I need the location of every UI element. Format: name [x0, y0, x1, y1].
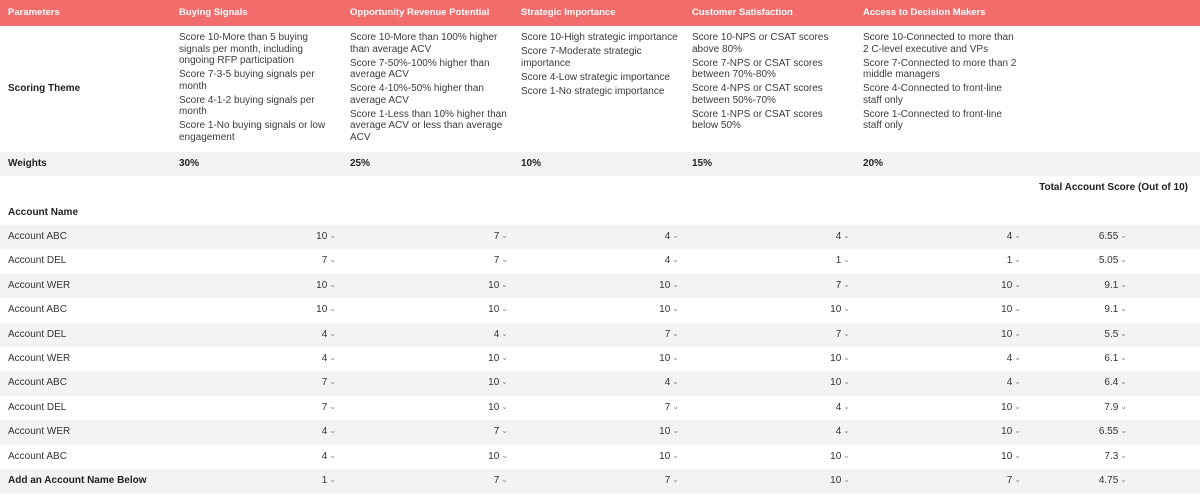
account-name[interactable]: Account WER: [8, 426, 71, 438]
add-account-label[interactable]: Add an Account Name Below: [8, 475, 147, 486]
chevron-down-icon[interactable]: ⌄: [329, 353, 336, 362]
weights-label: Weights: [8, 158, 47, 169]
account-name[interactable]: Account WER: [8, 353, 71, 364]
header-access-decision-makers: Access to Decision Makers: [863, 7, 986, 18]
score-dropdown[interactable]: [901, 347, 1021, 371]
score-value: 4: [835, 401, 842, 413]
chevron-down-icon[interactable]: ⌄: [501, 475, 508, 484]
score-dropdown[interactable]: [901, 396, 1021, 420]
score-dropdown[interactable]: [901, 323, 1021, 347]
account-name[interactable]: Account DEL: [8, 401, 67, 413]
score-value: 1: [1006, 255, 1013, 267]
account-name[interactable]: Account ABC: [8, 304, 67, 316]
total-score-value: 6.55: [1098, 426, 1119, 438]
account-name[interactable]: Account ABC: [8, 231, 67, 242]
score-dropdown[interactable]: [388, 298, 508, 322]
chevron-down-icon[interactable]: ⌄: [672, 328, 679, 338]
chevron-down-icon[interactable]: ⌄: [1120, 401, 1127, 411]
score-dropdown[interactable]: [901, 249, 1021, 273]
score-value: 10: [488, 377, 500, 389]
chevron-down-icon[interactable]: ⌄: [843, 255, 850, 265]
total-score-dropdown[interactable]: [1007, 298, 1127, 322]
theme-text: Score 4-Connected to front-line staff only: [863, 83, 1002, 106]
chevron-down-icon[interactable]: ⌄: [1120, 377, 1127, 387]
score-dropdown[interactable]: [730, 225, 850, 249]
theme-access-decision-makers: [855, 32, 1026, 134]
score-value: 10: [659, 426, 671, 438]
total-score-value: 6.4: [1104, 377, 1119, 389]
score-value: 4: [664, 377, 671, 389]
theme-text: Score 4-Low strategic importance: [521, 71, 670, 83]
score-value: 10: [1001, 450, 1013, 462]
chevron-down-icon[interactable]: ⌄: [843, 231, 850, 240]
chevron-down-icon[interactable]: ⌄: [329, 475, 336, 484]
total-score-value: 4.75: [1098, 475, 1119, 486]
total-score-dropdown[interactable]: [1007, 249, 1127, 273]
score-dropdown[interactable]: [216, 347, 336, 371]
score-dropdown[interactable]: [388, 323, 508, 347]
chevron-down-icon[interactable]: ⌄: [1014, 426, 1021, 436]
score-value: 4: [321, 450, 328, 462]
total-score-dropdown[interactable]: [1007, 225, 1127, 249]
chevron-down-icon[interactable]: ⌄: [1120, 231, 1127, 240]
score-value: 10: [488, 401, 500, 413]
chevron-down-icon[interactable]: ⌄: [329, 231, 336, 240]
score-value: 10: [830, 304, 842, 316]
header-customer-satisfaction: Customer Satisfaction: [692, 7, 793, 18]
chevron-down-icon[interactable]: ⌄: [1014, 450, 1021, 460]
score-dropdown[interactable]: [901, 469, 1021, 493]
score-dropdown[interactable]: [388, 469, 508, 493]
chevron-down-icon[interactable]: ⌄: [501, 255, 508, 265]
chevron-down-icon[interactable]: ⌄: [843, 377, 850, 387]
theme-text: Score 10-Connected to more than 2 C-level executive and VPs: [863, 32, 1014, 55]
score-value: 4: [321, 353, 328, 364]
score-value: 7: [664, 401, 671, 413]
chevron-down-icon[interactable]: ⌄: [1014, 475, 1021, 484]
account-header-row: [0, 200, 1200, 226]
score-dropdown[interactable]: [388, 274, 508, 298]
chevron-down-icon[interactable]: ⌄: [1120, 426, 1127, 436]
score-dropdown[interactable]: [730, 420, 850, 444]
score-dropdown[interactable]: [388, 249, 508, 273]
score-dropdown[interactable]: [388, 445, 508, 469]
score-dropdown[interactable]: [559, 323, 679, 347]
table-row: [0, 445, 1200, 469]
weights-row: [0, 152, 1200, 176]
account-name[interactable]: Account DEL: [8, 328, 67, 340]
theme-buying-signals: [171, 32, 342, 146]
chevron-down-icon[interactable]: ⌄: [672, 475, 679, 484]
score-value: 1: [321, 475, 328, 486]
chevron-down-icon[interactable]: ⌄: [672, 279, 679, 289]
score-dropdown[interactable]: [559, 298, 679, 322]
chevron-down-icon[interactable]: ⌄: [501, 304, 508, 314]
theme-text: Score 10-More than 5 buying signals per month, including ongoing RFP participation: [179, 32, 308, 66]
score-dropdown[interactable]: [388, 396, 508, 420]
score-dropdown[interactable]: [730, 274, 850, 298]
theme-text: Score 1-No buying signals or low engagement: [179, 120, 326, 143]
score-dropdown[interactable]: [559, 396, 679, 420]
theme-text: Score 7-50%-100% higher than average ACV: [350, 57, 490, 80]
weight-opportunity-revenue[interactable]: 25%: [350, 158, 371, 169]
table-row: [0, 323, 1200, 347]
score-value: 7: [493, 475, 500, 486]
score-dropdown[interactable]: [901, 371, 1021, 395]
score-dropdown[interactable]: [730, 396, 850, 420]
score-value: 4: [1006, 231, 1013, 242]
theme-text: Score 10-NPS or CSAT scores above 80%: [692, 32, 829, 55]
chevron-down-icon[interactable]: ⌄: [843, 450, 850, 460]
total-score-header: Total Account Score (Out of 10): [1039, 182, 1188, 193]
score-value: 10: [488, 450, 500, 462]
chevron-down-icon[interactable]: ⌄: [329, 450, 336, 460]
chevron-down-icon[interactable]: ⌄: [501, 231, 508, 240]
chevron-down-icon[interactable]: ⌄: [1120, 450, 1127, 460]
chevron-down-icon[interactable]: ⌄: [672, 255, 679, 265]
score-value: 10: [830, 377, 842, 389]
theme-text: Score 7-Connected to more than 2 middle managers: [863, 57, 1017, 80]
chevron-down-icon[interactable]: ⌄: [1120, 255, 1127, 265]
account-name[interactable]: Account ABC: [8, 450, 67, 462]
theme-text: Score 7-Moderate strategic importance: [521, 46, 642, 69]
score-value: 4: [1006, 353, 1013, 364]
theme-text: Score 4-10%-50% higher than average ACV: [350, 83, 484, 106]
score-value: 4: [321, 426, 328, 438]
score-dropdown[interactable]: [559, 469, 679, 493]
chevron-down-icon[interactable]: ⌄: [1120, 304, 1127, 314]
total-score-dropdown[interactable]: [1007, 469, 1127, 493]
chevron-down-icon[interactable]: ⌄: [672, 426, 679, 436]
score-value: 10: [488, 304, 500, 316]
weight-strategic-importance[interactable]: 10%: [521, 158, 542, 169]
score-dropdown[interactable]: [730, 347, 850, 371]
score-dropdown[interactable]: [901, 420, 1021, 444]
table-row: [0, 396, 1200, 420]
header-row: [0, 0, 1200, 26]
chevron-down-icon[interactable]: ⌄: [1014, 255, 1021, 265]
table-row: [0, 225, 1200, 249]
total-score-dropdown[interactable]: [1007, 347, 1127, 371]
chevron-down-icon[interactable]: ⌄: [672, 377, 679, 387]
score-dropdown[interactable]: [216, 445, 336, 469]
scoring-theme-row: [0, 26, 1200, 150]
score-value: 10: [659, 304, 671, 316]
score-value: 4: [664, 255, 671, 267]
chevron-down-icon[interactable]: ⌄: [501, 279, 508, 289]
chevron-down-icon[interactable]: ⌄: [1014, 231, 1021, 240]
account-name[interactable]: Account WER: [8, 279, 71, 291]
score-value: 10: [659, 279, 671, 291]
chevron-down-icon[interactable]: ⌄: [843, 401, 850, 411]
chevron-down-icon[interactable]: ⌄: [1120, 328, 1127, 338]
score-value: 10: [1001, 401, 1013, 413]
score-dropdown[interactable]: [559, 445, 679, 469]
chevron-down-icon[interactable]: ⌄: [501, 450, 508, 460]
score-dropdown[interactable]: [559, 249, 679, 273]
weight-buying-signals[interactable]: 30%: [179, 158, 200, 169]
score-dropdown[interactable]: [901, 274, 1021, 298]
chevron-down-icon[interactable]: ⌄: [843, 304, 850, 314]
total-score-value: 7.3: [1104, 450, 1119, 462]
score-dropdown[interactable]: [730, 445, 850, 469]
add-account-row: [0, 469, 1200, 493]
score-dropdown[interactable]: [216, 323, 336, 347]
table-row: [0, 347, 1200, 371]
theme-strategic-importance: [513, 32, 684, 100]
score-value: 10: [316, 231, 328, 242]
score-value: 1: [835, 255, 842, 267]
chevron-down-icon[interactable]: ⌄: [501, 377, 508, 387]
chevron-down-icon[interactable]: ⌄: [672, 304, 679, 314]
score-dropdown[interactable]: [901, 445, 1021, 469]
table-row: [0, 420, 1200, 444]
theme-text: Score 7-3-5 buying signals per month: [179, 69, 315, 92]
total-score-dropdown[interactable]: [1007, 274, 1127, 298]
score-dropdown[interactable]: [730, 469, 850, 493]
chevron-down-icon[interactable]: ⌄: [843, 279, 850, 289]
chevron-down-icon[interactable]: ⌄: [501, 353, 508, 362]
theme-opportunity-revenue: [342, 32, 513, 146]
score-value: 7: [1006, 475, 1013, 486]
score-dropdown[interactable]: [216, 371, 336, 395]
score-dropdown[interactable]: [216, 249, 336, 273]
score-value: 10: [659, 353, 671, 364]
chevron-down-icon[interactable]: ⌄: [329, 377, 336, 387]
score-value: 10: [488, 353, 500, 364]
chevron-down-icon[interactable]: ⌄: [1014, 353, 1021, 362]
total-score-value: 9.1: [1104, 304, 1119, 316]
score-value: 7: [664, 475, 671, 486]
chevron-down-icon[interactable]: ⌄: [843, 328, 850, 338]
chevron-down-icon[interactable]: ⌄: [1120, 279, 1127, 289]
theme-text: Score 1-Connected to front-line staff only: [863, 108, 1002, 131]
score-dropdown[interactable]: [730, 249, 850, 273]
account-name[interactable]: Account DEL: [8, 255, 67, 267]
score-dropdown[interactable]: [901, 225, 1021, 249]
score-value: 4: [835, 426, 842, 438]
total-score-dropdown[interactable]: [1007, 420, 1127, 444]
chevron-down-icon[interactable]: ⌄: [1014, 279, 1021, 289]
chevron-down-icon[interactable]: ⌄: [329, 279, 336, 289]
score-value: 10: [316, 304, 328, 316]
chevron-down-icon[interactable]: ⌄: [672, 231, 679, 240]
header-strategic-importance: Strategic Importance: [521, 7, 616, 18]
score-value: 7: [493, 255, 500, 267]
total-score-value: 5.05: [1098, 255, 1119, 267]
score-dropdown[interactable]: [216, 396, 336, 420]
total-score-value: 9.1: [1104, 279, 1119, 291]
score-dropdown[interactable]: [730, 323, 850, 347]
score-dropdown[interactable]: [216, 420, 336, 444]
score-dropdown[interactable]: [216, 469, 336, 493]
table-row: [0, 371, 1200, 395]
header-parameters: Parameters: [8, 7, 60, 18]
total-score-dropdown[interactable]: [1007, 323, 1127, 347]
chevron-down-icon[interactable]: ⌄: [672, 450, 679, 460]
weight-access-decision-makers[interactable]: 20%: [863, 158, 884, 169]
total-score-dropdown[interactable]: [1007, 371, 1127, 395]
score-value: 10: [488, 279, 500, 291]
score-value: 10: [316, 279, 328, 291]
score-dropdown[interactable]: [559, 420, 679, 444]
scoring-theme-label: Scoring Theme: [8, 83, 81, 94]
score-dropdown[interactable]: [559, 274, 679, 298]
total-score-value: 6.1: [1104, 353, 1119, 364]
table-row: [0, 298, 1200, 322]
chevron-down-icon[interactable]: ⌄: [1014, 401, 1021, 411]
score-value: 7: [835, 328, 842, 340]
score-value: 10: [1001, 304, 1013, 316]
score-value: 7: [664, 328, 671, 340]
theme-text: Score 4-NPS or CSAT scores between 50%-70%: [692, 83, 823, 106]
account-name[interactable]: Account ABC: [8, 377, 67, 389]
chevron-down-icon[interactable]: ⌄: [1014, 304, 1021, 314]
score-value: 10: [1001, 328, 1013, 340]
total-score-dropdown[interactable]: [1007, 396, 1127, 420]
theme-text: Score 10-High strategic importance: [521, 32, 678, 43]
score-dropdown[interactable]: [559, 371, 679, 395]
table-row: [0, 274, 1200, 298]
total-score-value: 5.5: [1104, 328, 1119, 340]
theme-text: Score 1-No strategic importance: [521, 85, 665, 97]
score-dropdown[interactable]: [388, 347, 508, 371]
theme-text: Score 10-More than 100% higher than average ACV: [350, 32, 498, 55]
score-dropdown[interactable]: [388, 225, 508, 249]
score-value: 4: [321, 328, 328, 340]
score-dropdown[interactable]: [901, 298, 1021, 322]
chevron-down-icon[interactable]: ⌄: [1120, 353, 1127, 362]
score-dropdown[interactable]: [559, 225, 679, 249]
chevron-down-icon[interactable]: ⌄: [501, 328, 508, 338]
chevron-down-icon[interactable]: ⌄: [501, 401, 508, 411]
chevron-down-icon[interactable]: ⌄: [329, 255, 336, 265]
score-value: 4: [493, 328, 500, 340]
score-value: 7: [835, 279, 842, 291]
score-dropdown[interactable]: [730, 371, 850, 395]
chevron-down-icon[interactable]: ⌄: [329, 426, 336, 436]
header-buying-signals: Buying Signals: [179, 7, 248, 18]
theme-text: Score 1-NPS or CSAT scores below 50%: [692, 108, 823, 131]
total-score-value: 7.9: [1104, 401, 1119, 413]
score-dropdown[interactable]: [730, 298, 850, 322]
chevron-down-icon[interactable]: ⌄: [501, 426, 508, 436]
score-value: 7: [321, 255, 328, 267]
chevron-down-icon[interactable]: ⌄: [672, 401, 679, 411]
score-value: 4: [664, 231, 671, 242]
score-value: 10: [830, 475, 842, 486]
chevron-down-icon[interactable]: ⌄: [843, 475, 850, 484]
chevron-down-icon[interactable]: ⌄: [1120, 475, 1127, 484]
score-value: 10: [1001, 426, 1013, 438]
chevron-down-icon[interactable]: ⌄: [843, 353, 850, 362]
total-score-value: 6.55: [1098, 231, 1119, 242]
score-value: 7: [493, 231, 500, 242]
table-row: [0, 249, 1200, 273]
total-header-row: [0, 176, 1200, 200]
total-score-dropdown[interactable]: [1007, 445, 1127, 469]
score-dropdown[interactable]: [216, 225, 336, 249]
theme-text: Score 4-1-2 buying signals per month: [179, 94, 315, 117]
chevron-down-icon[interactable]: ⌄: [672, 353, 679, 362]
score-value: 4: [835, 231, 842, 242]
chevron-down-icon[interactable]: ⌄: [329, 328, 336, 338]
score-value: 7: [493, 426, 500, 438]
score-value: 10: [659, 450, 671, 462]
theme-text: Score 1-Less than 10% higher than average ACV or less than average ACV: [350, 108, 507, 143]
score-dropdown[interactable]: [216, 274, 336, 298]
weight-customer-satisfaction[interactable]: 15%: [692, 158, 713, 169]
header-opportunity-revenue: Opportunity Revenue Potential: [350, 7, 490, 18]
score-dropdown[interactable]: [388, 371, 508, 395]
score-value: 10: [830, 450, 842, 462]
score-value: 10: [830, 353, 842, 364]
score-value: 7: [321, 401, 328, 413]
score-dropdown[interactable]: [559, 347, 679, 371]
score-dropdown[interactable]: [388, 420, 508, 444]
score-value: 4: [1006, 377, 1013, 389]
chevron-down-icon[interactable]: ⌄: [1014, 328, 1021, 338]
theme-text: Score 7-NPS or CSAT scores between 70%-80%: [692, 57, 823, 80]
chevron-down-icon[interactable]: ⌄: [843, 426, 850, 436]
score-dropdown[interactable]: [216, 298, 336, 322]
score-value: 7: [321, 377, 328, 389]
score-value: 10: [1001, 279, 1013, 291]
chevron-down-icon[interactable]: ⌄: [329, 401, 336, 411]
chevron-down-icon[interactable]: ⌄: [1014, 377, 1021, 387]
theme-customer-satisfaction: [684, 32, 855, 134]
account-name-header: Account Name: [8, 207, 79, 218]
chevron-down-icon[interactable]: ⌄: [329, 304, 336, 314]
